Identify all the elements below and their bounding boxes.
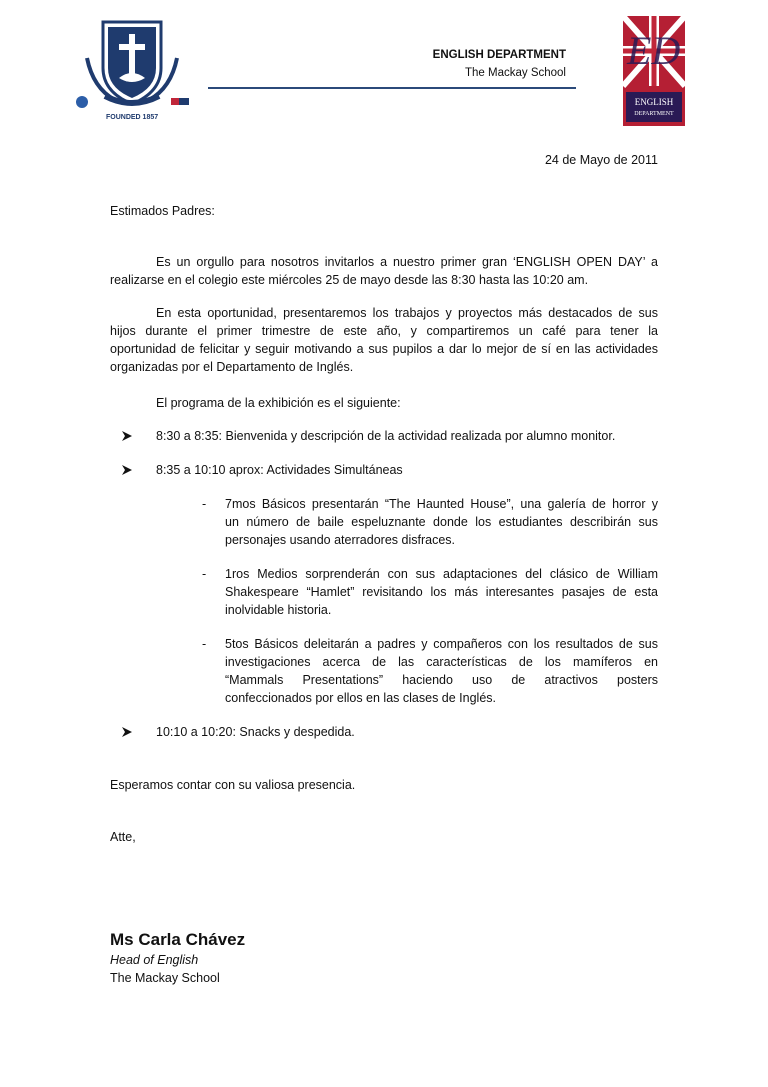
paragraph1-line: realizarse en el colegio este miércoles 25 de mayo desde las 8:30 hasta las 10:20 am. (110, 273, 589, 287)
program-item (120, 462, 660, 479)
school-crest-logo (75, 18, 190, 123)
paragraph1-line: Es un orgullo para nosotros invitarlos a nuestro primer gran ‘ENGLISH OPEN DAY’ a (156, 255, 658, 269)
sign-off: Atte, (110, 830, 136, 844)
program-item (120, 428, 660, 445)
activity-dash: - (202, 567, 207, 581)
letter-date: 24 de Mayo de 2011 (544, 153, 658, 167)
salutation: Estimados Padres: (110, 204, 215, 218)
school-name-header: The Mackay School (465, 67, 566, 79)
program-item-text: 8:35 a 10:10 aprox: Actividades Simultáneas (156, 463, 403, 477)
arrow-bullet-icon (120, 725, 134, 739)
signature-school: The Mackay School (110, 971, 220, 985)
activity-dash: - (202, 497, 207, 511)
activity-line: 5tos Básicos deleitarán a padres y compañeros con los resultados de sus (225, 637, 658, 651)
activity-line: Shakespeare “Hamlet” revisitando los más interesantes pasajes de esta (225, 585, 658, 599)
activity-line: confeccionados por ellos en las clases de Inglés. (225, 691, 496, 705)
activity-line: inolvidable historia. (225, 603, 332, 617)
department-title: ENGLISH DEPARTMENT (432, 49, 566, 61)
svg-text:ED: ED (627, 28, 681, 73)
closing-line: Esperamos contar con su valiosa presencia. (110, 778, 356, 792)
logo-subtext: DEPARTMENT (634, 111, 674, 117)
signature-role: Head of English (110, 953, 199, 967)
arrow-bullet-icon (120, 429, 134, 443)
logo-text: ENGLISH (634, 97, 674, 107)
header-divider (208, 87, 576, 89)
crest-founded-label: FOUNDED 1857 (106, 114, 159, 121)
signature-name: Ms Carla Chávez (110, 930, 246, 949)
activity-dash: - (202, 637, 207, 651)
paragraph2-line: En esta oportunidad, presentaremos los trabajos y proyectos más destacados de sus (156, 306, 658, 320)
program-item-text: 10:10 a 10:20: Snacks y despedida. (156, 725, 355, 739)
activity-line: 7mos Básicos presentarán “The Haunted House”, una galería de horror y (225, 497, 658, 511)
paragraph2-line: oportunidad de felicitar y seguir motivando a sus pupilos a dar lo mejor de sí en las actividades (110, 342, 658, 356)
activity-line: “Mammals Presentations” haciendo uso de atractivos posters (225, 673, 658, 687)
paragraph2-line: organizadas por el Departamento de Inglés. (110, 360, 354, 374)
activity-line: personajes usando aterradores disfraces. (225, 533, 455, 547)
english-department-logo (623, 16, 685, 126)
activity-line: 1ros Medios sorprenderán con sus adaptaciones del clásico de William (225, 567, 658, 581)
activity-line: investigaciones acerca de las características de los mamíferos en (225, 655, 658, 669)
activity-line: un número de baile espeluznante donde los estudiantes describirán sus (225, 515, 658, 529)
program-intro: El programa de la exhibición es el siguiente: (156, 396, 401, 410)
arrow-bullet-icon (120, 463, 134, 477)
paragraph2-line: hijos durante el primer trimestre de este año, y compartiremos un café para tener la (110, 324, 658, 338)
program-item-text: 8:30 a 8:35: Bienvenida y descripción de la actividad realizada por alumno monitor. (156, 429, 616, 443)
program-item (120, 724, 660, 741)
